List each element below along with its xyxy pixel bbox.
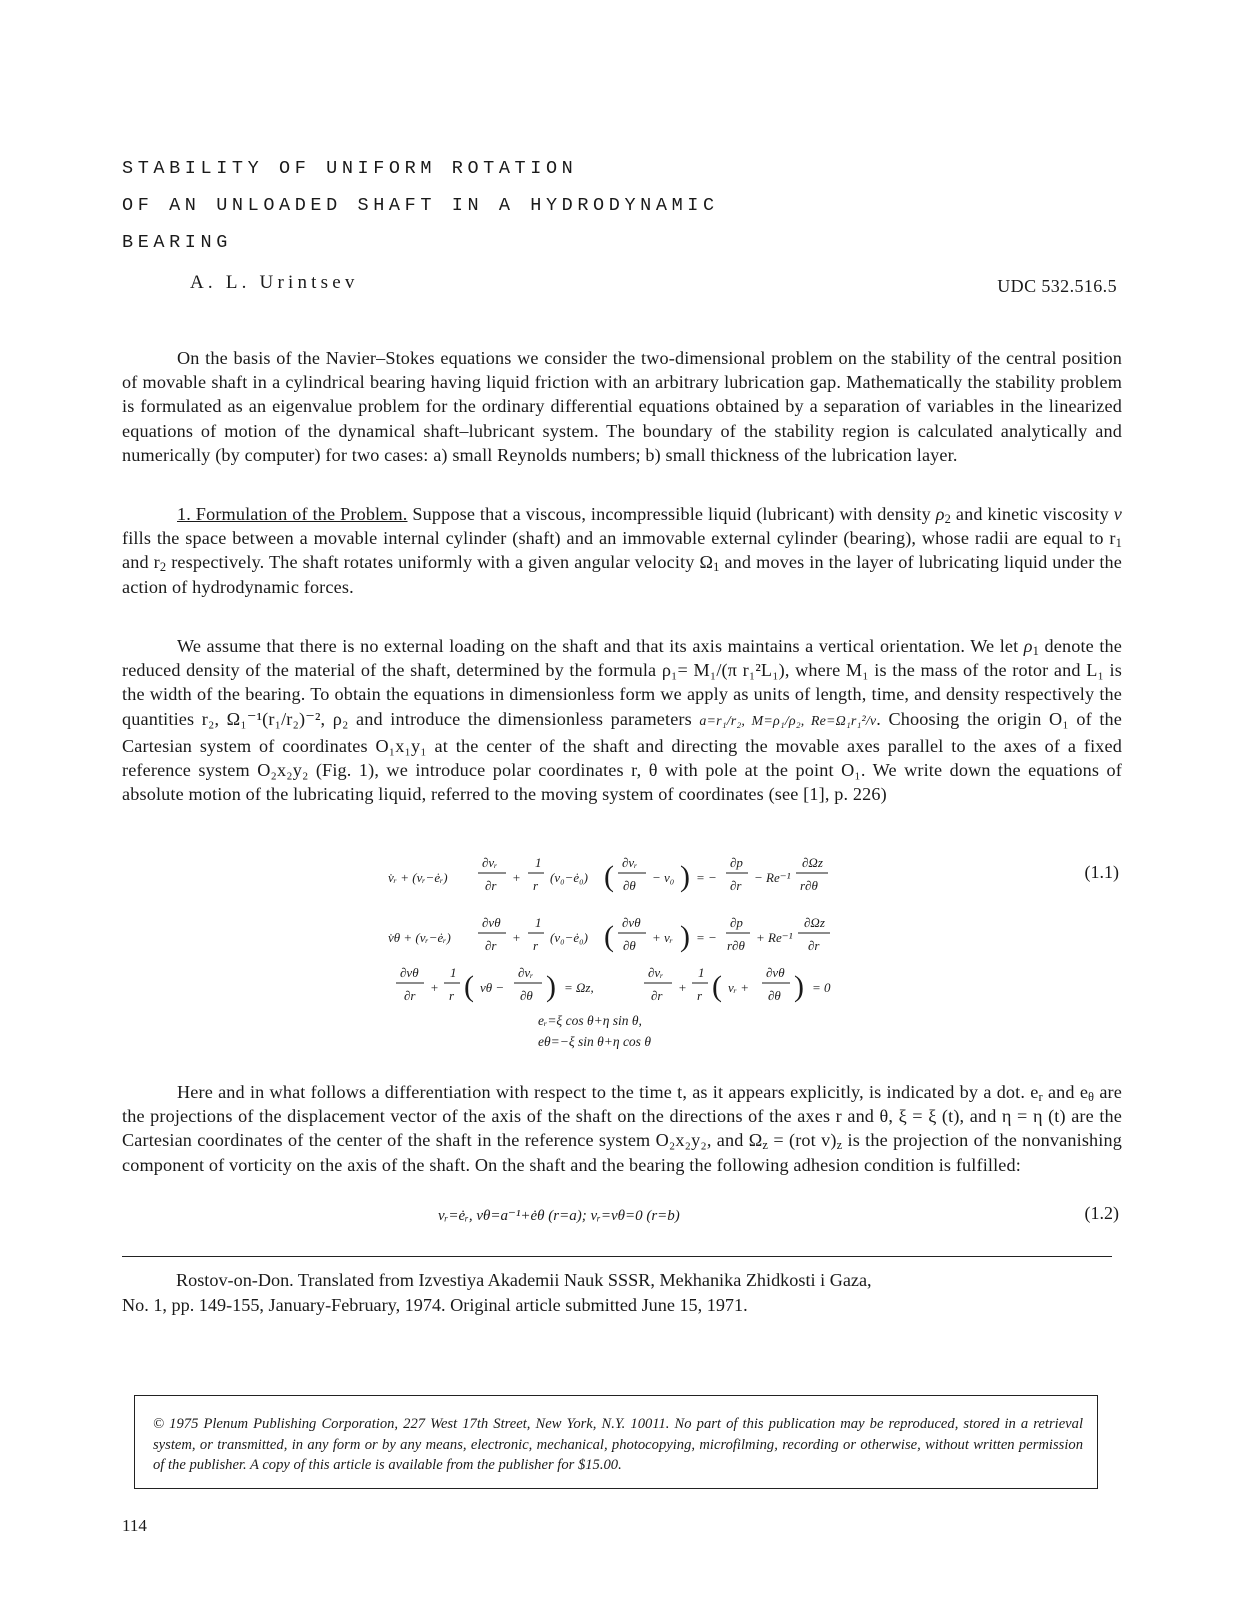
article-title xyxy=(122,150,719,261)
svg-text:∂p: ∂p xyxy=(730,915,743,930)
svg-text:v̇θ + (vᵣ−ėᵣ): v̇θ + (vᵣ−ėᵣ) xyxy=(388,930,451,945)
svg-text:1: 1 xyxy=(450,965,457,980)
copyright-notice-box xyxy=(134,1395,1098,1489)
svg-text:= −: = − xyxy=(696,930,717,945)
svg-text:(: ( xyxy=(464,970,474,1003)
svg-text:(: ( xyxy=(604,920,614,953)
svg-text:1: 1 xyxy=(535,915,542,930)
svg-text:r∂θ: r∂θ xyxy=(800,878,818,893)
equation-row-1 xyxy=(388,855,828,893)
svg-text:= −: = − xyxy=(696,870,717,885)
svg-text:∂r: ∂r xyxy=(808,938,820,953)
svg-text:= Ωz,: = Ωz, xyxy=(564,980,594,995)
svg-text:− v₀: − v₀ xyxy=(652,870,675,885)
svg-text:v̇ᵣ + (vᵣ−ėᵣ): v̇ᵣ + (vᵣ−ėᵣ) xyxy=(388,870,448,885)
section-1-paragraph-3: Here and in what follows a differentiation with respect to the time t, as it appears explicitly, is indicated by a dot. $e_r$ and $e_\theta$ are the projections of the displacement vector of the axis of the shaft on the directions of the axes r and θ, ξ = ξ (t), and η = η (t) are the Cartesian coordinates of the center of the shaft in the reference system O₂x₂y₂, and $\Omega_z = (rot$ $v)_z$ is the projection of the nonvanishing component of vorticity on the axis of the shaft. On the shaft and the bearing the following adhesion condition is fulfilled: xyxy=(122,1082,1122,1175)
svg-text:r∂θ: r∂θ xyxy=(727,938,745,953)
equation-row-2 xyxy=(388,915,830,953)
svg-text:∂vθ: ∂vθ xyxy=(766,965,785,980)
svg-text:∂Ωz: ∂Ωz xyxy=(804,915,825,930)
title-line-3: BEARING xyxy=(122,232,232,253)
e-r-definition: eᵣ=ξ cos θ+η sin θ, xyxy=(538,1013,642,1028)
svg-text:r: r xyxy=(697,988,703,1003)
svg-text:∂θ: ∂θ xyxy=(520,988,533,1003)
svg-text:∂θ: ∂θ xyxy=(768,988,781,1003)
svg-text:∂vᵣ: ∂vᵣ xyxy=(648,965,664,980)
footnote-line-2: No. 1, pp. 149-155, January-February, 1974. Original article submitted June 15, 1971. xyxy=(122,1294,748,1315)
svg-text:= 0: = 0 xyxy=(812,980,831,995)
svg-text:r: r xyxy=(533,938,539,953)
svg-text:∂vθ: ∂vθ xyxy=(482,915,501,930)
title-line-2: OF AN UNLOADED SHAFT IN A HYDRODYNAMIC xyxy=(122,195,719,216)
author-name: A. L. Urintsev xyxy=(190,272,359,293)
svg-text:∂r: ∂r xyxy=(485,938,497,953)
svg-text:1: 1 xyxy=(535,855,542,870)
svg-text:∂Ωz: ∂Ωz xyxy=(802,855,823,870)
svg-text:∂r: ∂r xyxy=(651,988,663,1003)
udc-code: UDC 532.516.5 xyxy=(997,276,1117,296)
svg-text:r: r xyxy=(449,988,455,1003)
equation-1-2: vᵣ=ėᵣ, vθ=a⁻¹+ėθ (r=a); vᵣ=vθ=0 (r=b) xyxy=(438,1208,680,1224)
svg-text:vᵣ +: vᵣ + xyxy=(728,980,749,995)
equation-number-1-2: (1.2) xyxy=(1084,1203,1119,1223)
svg-text:∂vᵣ: ∂vᵣ xyxy=(518,965,534,980)
svg-text:+ vᵣ: + vᵣ xyxy=(652,930,673,945)
svg-text:): ) xyxy=(680,860,690,893)
svg-text:): ) xyxy=(546,970,556,1003)
svg-text:+: + xyxy=(678,980,687,995)
title-line-1: STABILITY OF UNIFORM ROTATION xyxy=(122,158,578,179)
section-heading: 1. Formulation of the Problem. xyxy=(177,504,408,524)
e-definitions xyxy=(538,1010,651,1052)
svg-text:(: ( xyxy=(712,970,722,1003)
svg-text:+ Re⁻¹: + Re⁻¹ xyxy=(756,930,793,945)
section-1-paragraph-2: We assume that there is no external loading on the shaft and that its axis maintains a vertical orientation. We let $\rho_1$ denote the reduced density of the material of the shaft, determined by the formula ρ₁= M₁/(π r₁²L₁), where M₁ is the mass of the rotor and L₁ is the width of the bearing. To obtain the equations in dimensionless form we apply as units of length, time, and density respectively the quantities r₂, Ω₁⁻¹(r₁/r₂)⁻², ρ₂ and introduce the dimensionless parameters a=r₁/r₂, M=ρ₁/ρ₂, Re=Ω₁r₁²/ν. Choosing the origin O₁ of the Cartesian system of coordinates O₁x₁y₁ at the center of the shaft and directing the movable axes parallel to the axes of a fixed reference system O₂x₂y₂ (Fig. 1), we introduce polar coordinates r, θ with pole at the point O₁. We write down the equations of absolute motion of the lubricating liquid, referred to the moving system of coordinates (see [1], p. 226) xyxy=(122,636,1122,805)
svg-text:(: ( xyxy=(604,860,614,893)
abstract: On the basis of the Navier–Stokes equations we consider the two-dimensional problem on the stability of the central position of movable shaft in a cylindrical bearing having liquid friction with an arbitrary lubrication gap. Mathematically the stability problem is formulated as an eigenvalue problem for the ordinary differential equations obtained by a separation of variables in the linearized equations of motion of the dynamical shaft–lubricant system. The boundary of the stability region is calculated analytically and numerically (by computer) for two cases: a) small Reynolds numbers; b) small thickness of the lubrication layer. xyxy=(122,348,1122,465)
section-1-paragraph-1: 1. Formulation of the Problem. Suppose that a viscous, incompressible liquid (lubricant) with density $\rho_2$ and kinetic viscosity ν fills the space between a movable internal cylinder (shaft) and an immovable external cylinder (bearing), whose radii are equal to $r_1$ and $r_2$ respectively. The shaft rotates uniformly with a given angular velocity $\Omega_1$ and moves in the layer of lubricating liquid under the action of hydrodynamic forces. xyxy=(122,504,1122,597)
equation-row-3 xyxy=(396,965,831,1003)
svg-text:∂r: ∂r xyxy=(485,878,497,893)
svg-text:+: + xyxy=(512,870,521,885)
svg-text:∂vᵣ: ∂vᵣ xyxy=(622,855,638,870)
equation-number-1-1: (1.1) xyxy=(1084,862,1119,882)
svg-text:− Re⁻¹: − Re⁻¹ xyxy=(754,870,791,885)
svg-text:(v₀−ė₀): (v₀−ė₀) xyxy=(550,930,589,945)
footnote-divider xyxy=(122,1256,1112,1257)
svg-text:∂p: ∂p xyxy=(730,855,743,870)
svg-text:1: 1 xyxy=(698,965,705,980)
footnote-line-1: Rostov-on-Don. Translated from Izvestiya Akademii Nauk SSSR, Mekhanika Zhidkosti i Gaza, xyxy=(176,1270,872,1290)
page-number: 114 xyxy=(122,1516,147,1535)
svg-text:∂r: ∂r xyxy=(404,988,416,1003)
svg-text:∂vᵣ: ∂vᵣ xyxy=(482,855,498,870)
svg-text:+: + xyxy=(512,930,521,945)
svg-text:vθ −: vθ − xyxy=(480,980,505,995)
equation-system-1-1 xyxy=(340,850,940,1065)
svg-text:): ) xyxy=(680,920,690,953)
svg-text:r: r xyxy=(533,878,539,893)
svg-text:+: + xyxy=(430,980,439,995)
footnote xyxy=(122,1268,1126,1317)
svg-text:∂θ: ∂θ xyxy=(623,878,636,893)
svg-text:∂r: ∂r xyxy=(730,878,742,893)
svg-text:∂θ: ∂θ xyxy=(623,938,636,953)
svg-text:(v₀−ė₀): (v₀−ė₀) xyxy=(550,870,589,885)
svg-text:): ) xyxy=(794,970,804,1003)
e-theta-definition: eθ=−ξ sin θ+η cos θ xyxy=(538,1034,651,1049)
svg-text:∂vθ: ∂vθ xyxy=(400,965,419,980)
copyright-notice: © 1975 Plenum Publishing Corporation, 227 West 17th Street, New York, N.Y. 10011. No part of this publication may be reproduced, stored in a retrieval system, or transmitted, in any form or by any means, electronic, mechanical, photocopying, microfilming, recording or otherwise, without written permission of the publisher. A copy of this article is available from the publisher for $15.00. xyxy=(153,1416,1083,1473)
svg-text:∂vθ: ∂vθ xyxy=(622,915,641,930)
